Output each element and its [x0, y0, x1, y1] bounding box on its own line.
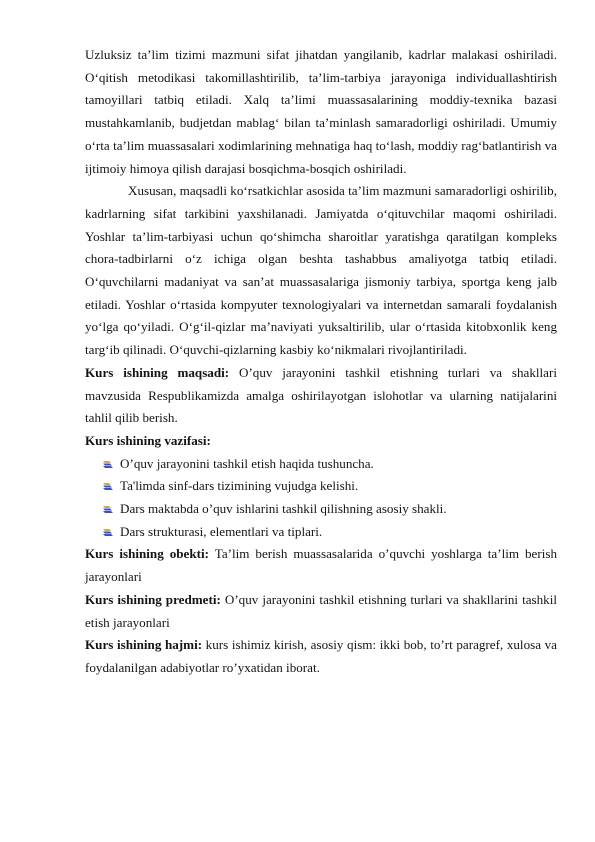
vazifa-heading: Kurs ishining vazifasi: — [85, 432, 211, 448]
list-item — [102, 475, 557, 498]
vazifa-list — [85, 453, 557, 544]
paragraph-predmet — [85, 589, 557, 634]
bullet-icon — [102, 460, 113, 469]
bullet-icon — [102, 505, 113, 514]
vazifa-item-text: Ta'limda sinf-dars tizimining vujudga kelishi. — [120, 478, 359, 494]
paragraph-hajm — [85, 634, 557, 679]
bullet-icon — [102, 528, 113, 537]
hajm-text: kurs ishimiz kirish, asosiy qism: ikki bob, to’rt paragref, xulosa va foydalanilgan adabiyotlar ro’yxatidan iborat. — [85, 637, 557, 675]
obekt-text: Ta’lim berish muassasalarida o’quvchi yoshlarga ta’lim berish jarayonlari — [85, 546, 557, 585]
vazifa-item-text: O’quv jarayonini tashkil etish haqida tushuncha. — [120, 455, 374, 471]
vazifa-item-text: Dars maktabda o’quv ishlarini tashkil qilishning asosiy shakli. — [120, 501, 447, 517]
hajm-label: Kurs ishining hajmi: — [85, 637, 203, 653]
vazifa-item-text: Dars strukturasi, elementlari va tiplari. — [120, 523, 323, 539]
paragraph-maqsad — [85, 362, 557, 430]
paragraph-obekt — [85, 543, 557, 588]
maqsad-label: Kurs ishining maqsadi: — [85, 364, 230, 380]
paragraph-intro: Uzluksiz ta’lim tizimi mazmuni sifat jihatdan yangilanib, kadrlar malakasi oshiriladi. O‘qitish metodikasi takomillashtirilib, ta’lim-tarbiya jarayoniga individuallashtirish tamoyillari tatbiq etiladi. Xalq ta’limi muassasalarining moddiy-texnika bazasi mustahkamlanib, budjetdan mablag‘ bilan ta’minlash samaradorligi oshiriladi. Umumiy o‘rta ta’lim muassasalari xodimlarining mehnatiga haq to‘lash, moddiy rag‘batlantirish va ijtimoiy himoya qilish darajasi bosqichma-bosqich oshiriladi. — [85, 47, 557, 176]
predmet-text: O’quv jarayonini tashkil etishning turlari va shakllarini tashkil etish jarayonlari — [85, 591, 557, 630]
list-item — [102, 521, 557, 544]
maqsad-text: O’quv jarayonini tashkil etishning turlari va shakllari mavzusida Respublikamizda amalga oshirilayotgan islohotlar va ularning natijalarini tahlil qilib berish. — [85, 364, 557, 426]
list-item — [102, 498, 557, 521]
predmet-label: Kurs ishining predmeti: — [85, 591, 221, 607]
obekt-label: Kurs ishining obekti: — [85, 546, 209, 562]
list-item — [102, 453, 557, 476]
bullet-icon — [102, 482, 113, 491]
document-page — [85, 44, 557, 680]
paragraph-xususan: Xususan, maqsadli ko‘rsatkichlar asosida ta’lim mazmuni samaradorligi oshirilib, kadrlarning sifat tarkibini yaxshilanadi. Jamiyatda o‘qituvchilar maqomi oshiriladi. Yoshlar ta’lim-tarbiyasi uchun qo‘shimcha sharoitlar yaratishga qaratilgan kompleks chora-tadbirlarni o‘z ichiga olgan beshta tashabbus amaliyotga tatbiq etiladi. O‘quvchilarni madaniyat va san’at muassasalariga jismoniy tarbiya, sportga keng jalb etiladi. Yoshlar o‘rtasida kompyuter texnologiyalari va internetdan samarali foydalanish yo‘lga qo‘yiladi. O‘g‘il-qizlar ma’naviyati yuksaltirilib, ular o‘rtasida kitobxonlik keng targ‘ib qilinadi. O‘quvchi-qizlarning kasbiy ko‘nikmalari rivojlantiriladi. — [85, 183, 557, 358]
